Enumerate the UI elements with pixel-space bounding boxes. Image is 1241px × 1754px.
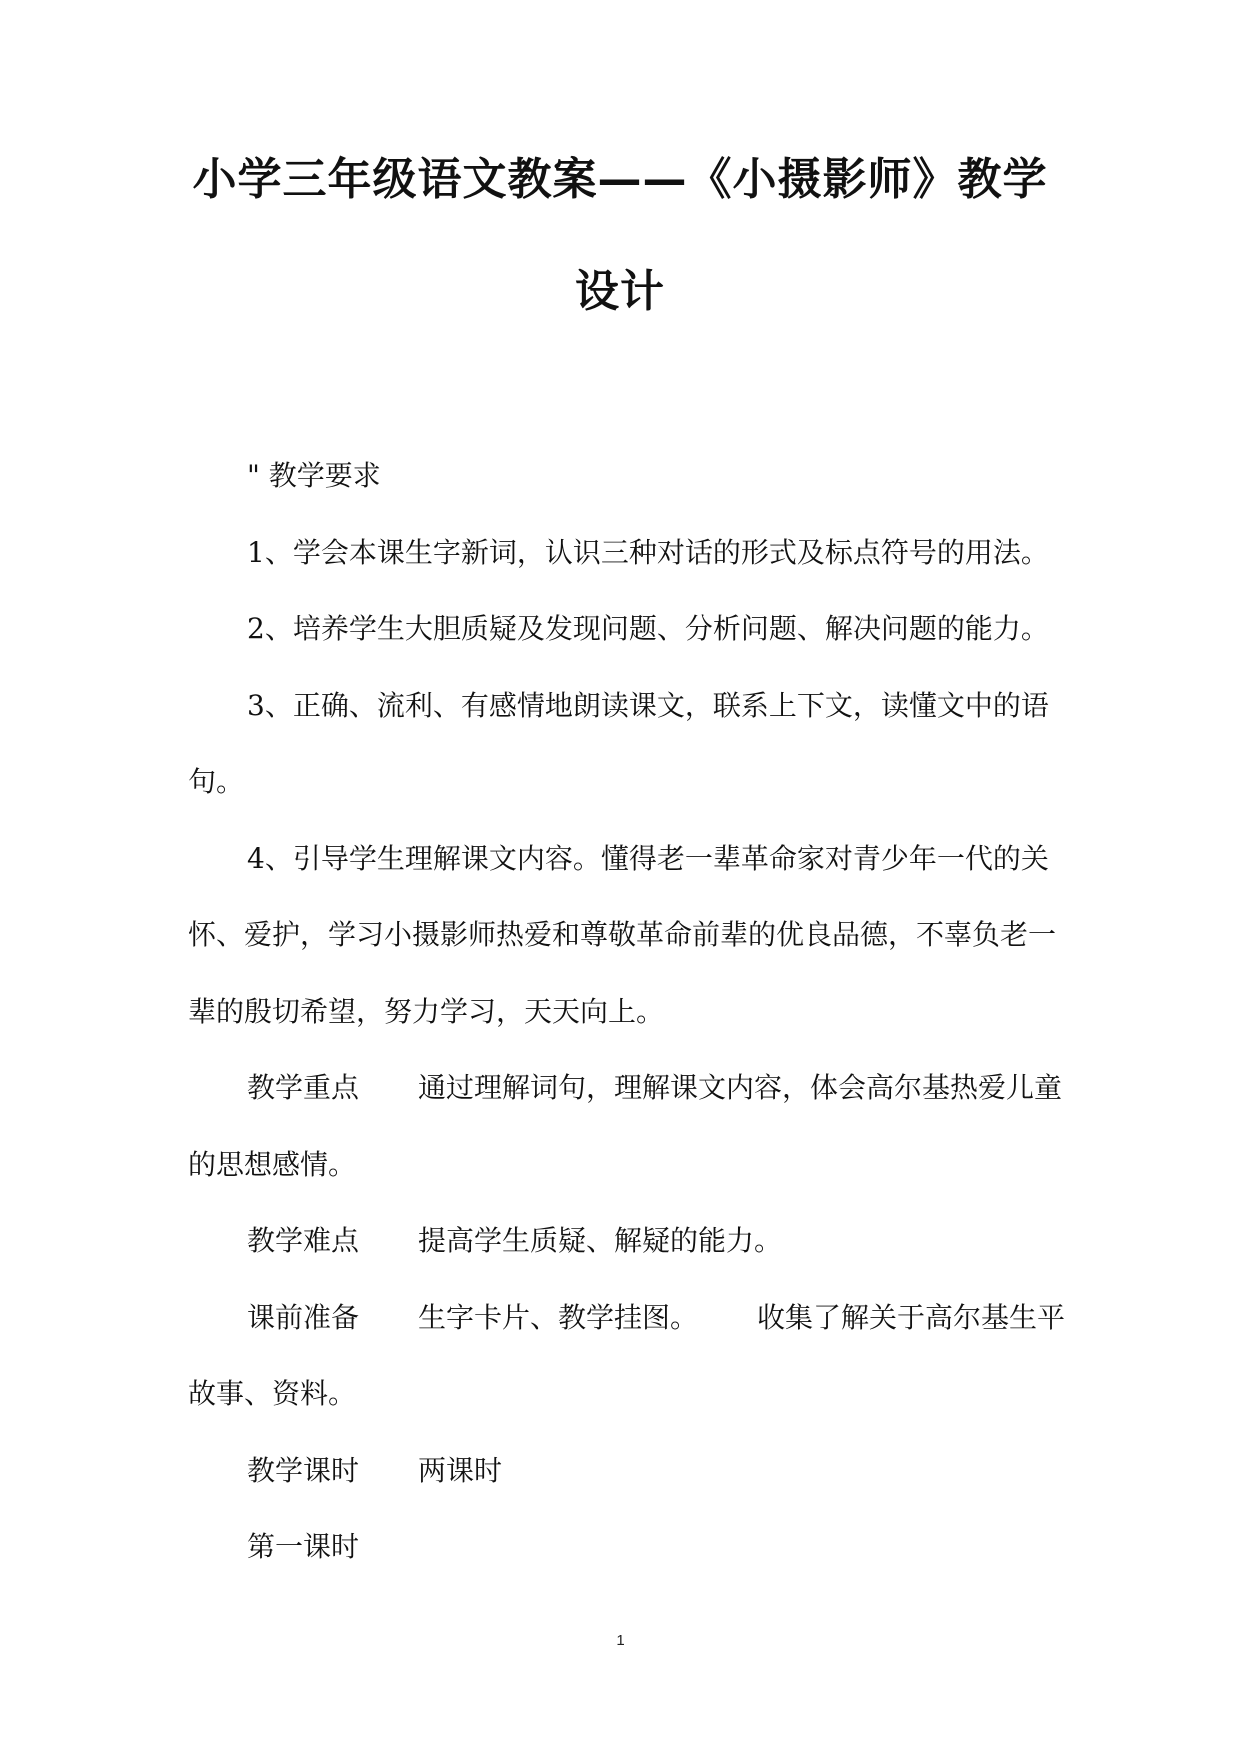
hours-text: 两课时 bbox=[418, 1453, 503, 1487]
difficulty-paragraph bbox=[188, 1203, 1068, 1280]
first-lesson-heading: 第一课时 bbox=[247, 1530, 360, 1563]
key-point-text: 通过理解词句，理解课文内容，体会高尔基热爱儿童的思想感情。 bbox=[188, 1071, 1063, 1181]
document-title-line2: 设计 bbox=[575, 266, 665, 317]
hours-paragraph bbox=[188, 1433, 1068, 1510]
key-point-label: 教学重点 bbox=[247, 1071, 360, 1104]
difficulty-label: 教学难点 bbox=[247, 1224, 360, 1257]
requirement-4: 4、引导学生理解课文内容。懂得老一辈革命家对青少年一代的关怀、爱护，学习小摄影师热爱和尊敬革命前辈的优良品德，不辜负老一辈的殷切希望，努力学习，天天向上。 bbox=[188, 841, 1057, 1028]
requirement-3: 3、正确、流利、有感情地朗读课文，联系上下文，读懂文中的语句。 bbox=[188, 688, 1049, 798]
preparation-text-2: 收集了解关于高尔基生平故事、资料。 bbox=[188, 1300, 1066, 1410]
key-point-paragraph bbox=[188, 1050, 1068, 1203]
requirement-2: 2、培养学生大胆质疑及发现问题、分析问题、解决问题的能力。 bbox=[247, 612, 1049, 645]
requirements-heading: " 教学要求 bbox=[247, 459, 381, 492]
document-body bbox=[188, 438, 1068, 1586]
hours-label: 教学课时 bbox=[247, 1453, 360, 1487]
document-title-line1: 小学三年级语文教案——《小摄影师》教学 bbox=[192, 154, 1048, 205]
difficulty-text: 提高学生质疑、解疑的能力。 bbox=[418, 1224, 783, 1257]
preparation-text-1: 生字卡片、教学挂图。 bbox=[418, 1300, 699, 1334]
preparation-label: 课前准备 bbox=[247, 1300, 360, 1334]
requirement-1: 1、学会本课生字新词，认识三种对话的形式及标点符号的用法。 bbox=[247, 535, 1049, 569]
page-number: 1 bbox=[616, 1632, 625, 1649]
preparation-paragraph bbox=[188, 1280, 1068, 1433]
